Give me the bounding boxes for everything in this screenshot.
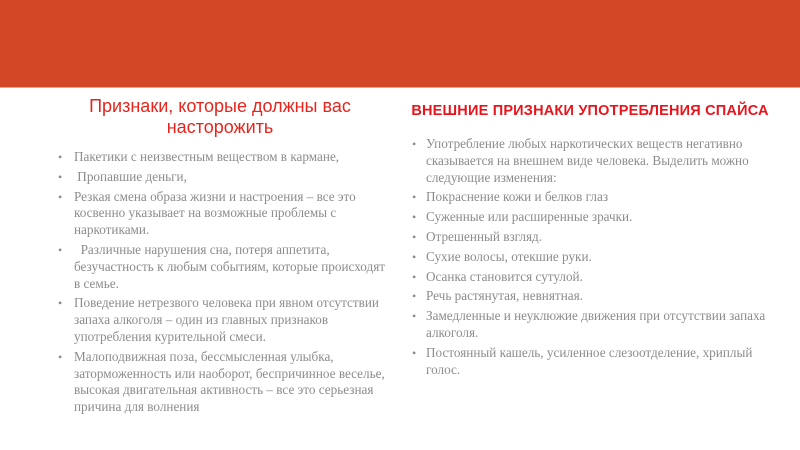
left-title: Признаки, которые должны вас насторожить [89,96,351,137]
list-item: • Различные нарушения сна, потеря аппетита, безучастность к любым событиям, которые происходят в семье. [58,241,389,291]
list-item: • Замедленные и неуклюжие движения при отсутствии запаха алкоголя. [412,308,766,340]
bullet-icon: • [58,169,63,184]
bullet-icon: • [412,137,417,151]
list-item: • Отрешенный взгляд. [412,228,543,244]
bullet-icon: • [58,189,63,204]
bullet-icon: • [412,289,417,304]
left-list [50,149,390,416]
list-item: • Осанка становится сутулой. [412,268,583,284]
list-item: • Резкая смена образа жизни и настроения – все это косвенно указывает на возможные проблемы с наркотиками. [58,188,356,238]
list-item: • Поведение нетрезвого человека при явном отсутствии запаха алкоголя – один из главных признаков употребления курительной смеси. [58,295,379,344]
list-item: • Постоянный кашель, усиленное слезоотделение, хриплый голос. [412,344,753,377]
bullet-icon: • [412,345,417,360]
right-column [404,93,776,381]
list-item: • Пакетики с неизвестным веществом в кармане, [58,149,340,164]
bullet-icon: • [58,242,63,257]
bullet-icon: • [412,190,417,205]
bullet-icon: • [412,249,417,264]
list-item: • Употребление любых наркотических веществ негативно сказывается на внешнем виде человека. Выделить можно следующие изменения: [412,136,749,185]
header-banner [0,0,800,88]
bullet-icon: • [412,210,417,225]
right-title: ВНЕШНИЕ ПРИЗНАКИ УПОТРЕБЛЕНИЯ СПАЙСА [411,103,769,119]
bullet-icon: • [58,349,63,364]
bullet-icon: • [412,229,417,244]
list-item: • Малоподвижная поза, бессмысленная улыбка, заторможенность или наоборот, беспричинное веселье, высокая двигательная активность – все это серьезная причина для волнения [58,348,385,415]
list-item: • Пропавшие деньги, [58,168,187,184]
left-column [50,93,390,419]
list-item: • Речь растянутая, невнятная. [412,288,583,304]
list-item: • Покраснение кожи и белков глаз [412,189,609,205]
bullet-icon: • [58,296,63,311]
right-list [404,136,776,378]
bullet-icon: • [412,309,417,324]
bullet-icon: • [412,269,417,284]
bullet-icon: • [58,150,63,164]
list-item: • Суженные или расширенные зрачки. [412,209,633,225]
list-item: • Сухие волосы, отекшие руки. [412,248,592,264]
